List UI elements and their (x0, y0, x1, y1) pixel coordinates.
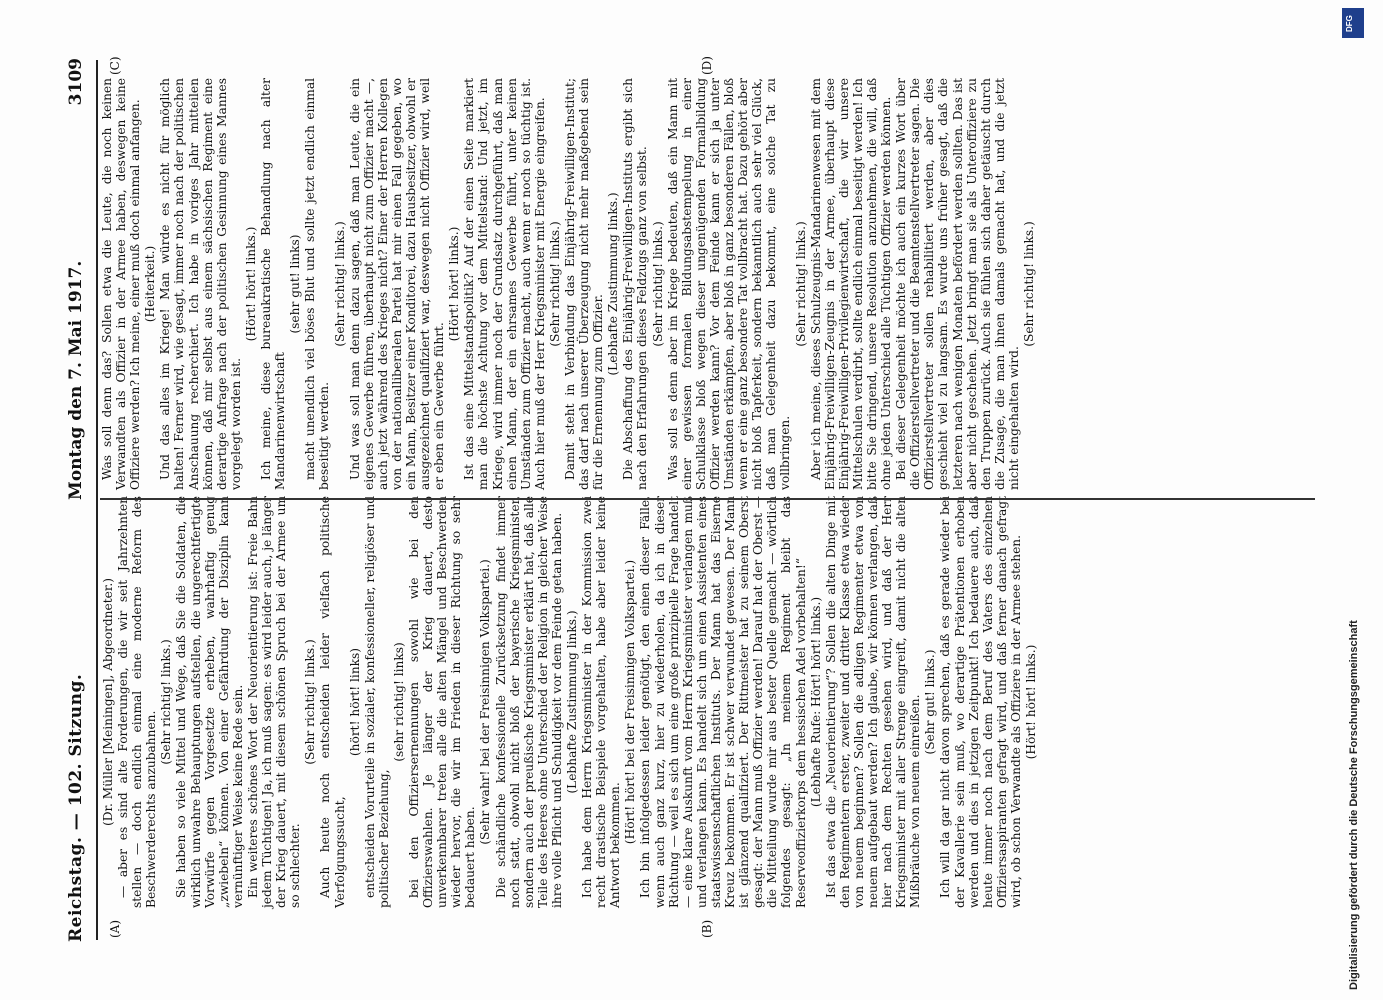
text-column-right (100, 78, 1037, 490)
paragraph: Ich will da gar nicht davon sprechen, daß es gerade wieder bei der Kavallerie sein muß, wo derartige Prätentionen erhoben werden und dies in jetzigen Zeitpunkt! Ich bedauere auch, daß heute immer noch nach dem Beruf des Vaters des einzelnen Offiziersaspiranten gefragt wird, und daß ferner danach gefragt wird, ob schon Verwandte als Offiziere in der Armee stehen. (938, 496, 1023, 908)
header-left: Reichstag. — 102. Sitzung. (66, 673, 86, 942)
paragraph: Ich bin infolgedessen leider genötigt, den einen dieser Fälle, wenn auch ganz kurz, hier zu wiederholen, da ich in dieser Richtung — weil es sich um eine große prinzipielle Frage handelt — eine klare Auskunft vom Herrn Kriegsminister verlangen muß und verlangen kann. Es handelt sich um einen Assistenten eines staatswissenschaftlichen Instituts. Der Mann hat das Eiserne Kreuz bekommen. Er ist schwer verwundet gewesen. Der Mann ist glänzend qualifiziert. Der Rittmeister hat zu seinem Oberst gesagt: der Mann muß Offizier werden! Darauf hat der Oberst — die Mitteilung wurde mir aus bester Quelle gemacht — wörtlich folgendes gesagt: „In meinem Regiment bleibt das Reserveoffizierkorps dem hessischen Adel vorbehalten!“ (638, 496, 808, 908)
header-rule (96, 60, 98, 940)
paragraph: entscheiden Vorurteile in sozialer, konfessioneller, religiöser und politischer Beziehung, (362, 496, 391, 908)
margin-mark-b: (B) (700, 919, 714, 938)
interjection: (Hört! hört! links.) (1024, 644, 1038, 760)
header-date: Montag den 7. Mai 1917. (66, 260, 86, 500)
interjection: (Sehr richtig! links.) (303, 639, 318, 765)
paragraph: Ich habe dem Herrn Kriegsminister in der Kommission zwei recht drastische Beispiele vorgehalten, habe aber leider keine Antwort bekommen. (580, 496, 623, 908)
interjection: (Lebhafte Rufe: Hört! hört! links.) (808, 596, 823, 808)
interjection: (Hört! hört! links.) (447, 226, 462, 342)
paragraph: Was soll es denn aber im Kriege bedeuten, daß ein Mann mit einer gewissen formalen Bildungsabstempelung in einer Schulklasse bloß wegen dieser ungenügenden Formalbildung Offizier werden kann? Vor dem Feinde kann er sich ja unter Umständen erkämpfen, aber bloß in ganz besonderen Fällen, bloß wenn er eine ganz besondere Tat vollbracht hat. Dazu gehört aber nicht bloß Tapferkeit, sondern bekanntlich auch sehr viel Glück, daß man Gelegenheit dazu bekommt, eine solche Tat zu vollbringen. (665, 78, 793, 490)
page-number: 3109 (66, 58, 86, 106)
running-header (58, 0, 98, 1000)
interjection: (Lebhafte Zustimmung links.) (565, 610, 579, 794)
interjection: (Hört! hört! bei der Freisinnigen Volkspartei.) (623, 559, 638, 845)
paragraph: — aber es sind alte Forderungen, die wir seit Jahrzehnten stellen — doch endlich einmal eine moderne Reform des Beschwerderechts anzubahnen. (116, 496, 159, 908)
paragraph: Bei dieser Gelegenheit möchte ich auch ein kurzes Wort über die Offizierstellvertreter und die Beamtenstellvertreter sagen. Die Offizierstellvertreter sollen rehabilitiert werden, aber dies geschieht viel zu langsam. Es wurde uns früher gesagt, daß die letzteren nach wenigen Monaten befördert werden sollten. Das ist aber nicht geschehen. Jetzt bringt man sie als Unteroffiziere zu den Truppen zurück. Auch sie fühlen sich daher getäuscht durch die Zusage, die man ihnen damals gemacht hat, und die jetzt nicht eingehalten wird. (894, 78, 1021, 490)
margin-mark-d: (D) (700, 56, 714, 75)
interjection: (Sehr gut! links.) (923, 649, 938, 755)
paragraph: Was soll denn das? Sollen etwa die Leute, die noch keinen Verwandten als Offizier in der Armee haben, deswegen keine Offiziere werden? Ich meine, einer muß doch einmal anfangen. (100, 78, 143, 490)
text-column-left (100, 496, 1039, 908)
paragraph: Ist das eine Mittelstandspolitik? Auf der einen Seite markiert man die höchste Achtung vor dem Mittelstand: Und jetzt, im Kriege, wird immer noch der Grundsatz durchgeführt, daß man einen Mann, der ein ehrsames Gewerbe führt, unter keinen Umständen zum Offizier macht, auch wenn er noch so tüchtig ist. Auch hier muß der Herr Kriegsminister mit Energie eingreifen. (462, 78, 547, 490)
paragraph: Und das alles im Kriege! Man würde es nicht für möglich halten! Ferner wird, wie gesagt, immer noch nach der politischen Anschauung recherchiert. Ich habe in voriges Jahr mitteilen können, daß mir selbst aus einem sächsischen Regiment eine derartige Anfrage nach der politischen Gesinnung eines Mannes vorgelegt worden ist. (158, 78, 243, 490)
interjection: (Dr. Müller [Meiningen], Abgeordneter.) (101, 578, 115, 826)
margin-mark-a: (A) (108, 919, 122, 938)
margin-mark-c: (C) (108, 56, 122, 75)
dfg-logo: DFG (1342, 8, 1364, 38)
interjection: (Hört! hört! links.) (243, 226, 258, 342)
interjection: (sehr gut! links) (288, 234, 303, 334)
interjection: (Sehr richtig! links.) (793, 221, 808, 347)
digitization-credit: Digitalisierung gefördert durch die Deutsche Forschungsgemeinschaft (1348, 620, 1360, 990)
paragraph: Auch heute noch entscheiden leider vielfach politische Verfolgungssucht, (318, 496, 347, 908)
interjection: (Heiterkeit.) (143, 245, 158, 323)
paragraph: Ein weiteres schönes Wort der Neuorientierung ist: Freie Bahn jedem Tüchtigen! Ja, ich muß sagen: es wird leider auch, je länger der Krieg dauert, mit diesem schönen Spruch bei der Armee um so schlechter. (245, 496, 303, 908)
interjection: (sehr richtig! links) (391, 642, 406, 762)
interjection: (Sehr richtig! links.) (332, 221, 347, 347)
paragraph: Ist das etwa die „Neuorientierung“? Sollen die alten Dinge mit den Regimentern erster, zweiter und dritter Klasse etwa wieder von neuem beginnen? Sollen die adligen Regimenter etwa von neuem aufgebaut werden? Ich glaube, wir können verlangen, daß hier nach dem Rechten gesehen wird, und daß der Herr Kriegsminister mit aller Strenge eingreift, damit nicht die alten Mißbräuche von neuem einreißen. (823, 496, 923, 908)
interjection: (Sehr richtig! links.) (547, 221, 562, 347)
column-divider (100, 498, 1315, 500)
interjection: (hört! hört! links) (347, 647, 362, 757)
paragraph: bei den Offiziersernennungen sowohl wie bei den Offizierswahlen. Je länger der Krieg dauert, desto unverkennbarer treten alle die alten Mängel und Beschwerden wieder hervor, die wir im Frieden in dieser Richtung so sehr bedauert haben. (406, 496, 478, 908)
paragraph: Ich meine, diese bureaukratische Behandlung nach alter Mandarinenwirtschaft (259, 78, 288, 490)
interjection: (Sehr richtig! links.) (650, 221, 665, 347)
interjection: (Sehr wahr! bei der Freisinnigen Volkspartei.) (478, 559, 493, 845)
paragraph: Aber ich meine, dieses Schulzeugnis-Mandarinenwesen mit dem Einjährig-Freiwilligen-Zeugnis in der Armee, überhaupt diese Einjährig-Freiwilligen-Privilegienwirtschaft, die wir unsere Mittelschulen verdirbt, sollte endlich einmal beseitigt werden! Ich bitte Sie dringend, unsere Resolution anzunehmen, die will, daß ohne jeden Unterschied alle Tüchtigen Offizier werden können. (808, 78, 894, 490)
paragraph: Damit steht in Verbindung das Einjährig-Freiwilligen-Institut; das darf nach unserer Überzeugung nicht mehr maßgebend sein für die Ernennung zum Offizier. (563, 78, 606, 490)
paragraph: Die schändliche konfessionelle Zurücksetzung findet immer noch statt, obwohl nicht bloß der bayerische Kriegsminister, sondern auch der preußische Kriegsminister erklärt hat, daß alle Teile des Heeres ohne Unterschied der Religion in gleicher Weise ihre volle Pflicht und Schuldigkeit vor dem Feinde getan haben. (493, 496, 564, 908)
paragraph: Die Abschaffung des Einjährig-Freiwilligen-Instituts ergibt sich nach den Erfahrungen dieses Feldzugs ganz von selbst. (621, 78, 650, 490)
interjection: (Sehr richtig! links.) (159, 639, 174, 765)
paragraph: Und was soll man denn dazu sagen, daß man Leute, die ein eigenes Gewerbe führen, überhaupt nicht zum Offizier macht —, auch jetzt während des Krieges nicht? Einer der Herren Kollegen von der nationalliberalen Partei hat mir einen Fall gegeben, wo ein Mann, Besitzer einer Konditorei, dazu Hausbesitzer, obwohl er ausgezeichnet qualifiziert war, deswegen nicht Offizier wird, weil er eben ein Gewerbe führt. (347, 78, 447, 490)
paragraph: Sie haben so viele Mittel und Wege, daß Sie die Soldaten, die wirklich unwahre Behauptungen aufstellen, die ungerechtfertigte Vorwürfe gegen Vorgesetzte erheben, wahrhaftig genug „zwiebeln“ können. Von einer Gefährdung der Disziplin kann vernünftiger Weise keine Rede sein. (174, 496, 245, 908)
interjection: (Sehr richtig! links.) (1022, 221, 1036, 347)
paragraph: macht unendlich viel böses Blut und sollte jetzt endlich einmal beseitigt werden. (303, 78, 332, 490)
interjection: (Lebhafte Zustimmung links.) (606, 192, 621, 376)
